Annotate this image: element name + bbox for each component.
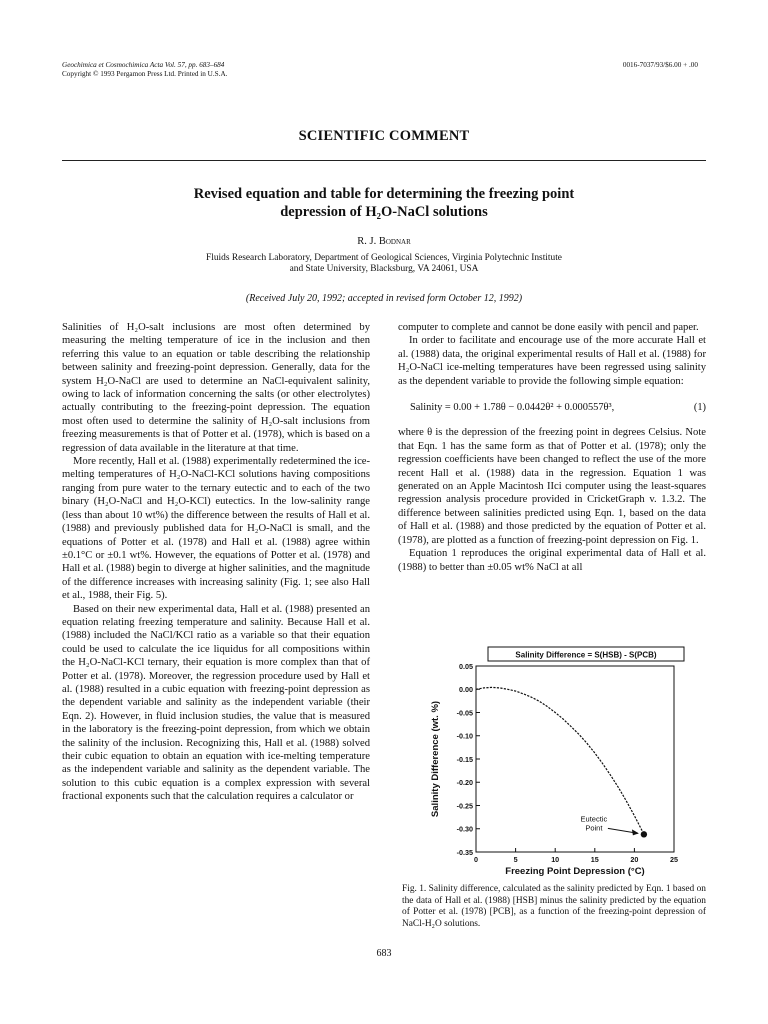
- figure-1-chart: [418, 640, 698, 880]
- chart-title: Salinity Difference = S(HSB) - S(PCB): [515, 650, 657, 660]
- x-tick-label: 25: [670, 855, 678, 864]
- paragraph-continuation: computer to complete and cannot be done easily with pencil and paper.: [398, 322, 699, 333]
- figure-1-caption-text: Fig. 1. Salinity difference, calculated as the salinity predicted by Eqn. 1 based on the data of Hall et al. (1988) [HSB] minus the salinity predicted by the equation of Potter et al. (1978) [PCB], as a function of the freezing-point depression of NaCl-H₂O solutions.: [402, 884, 706, 929]
- x-tick-label: 5: [513, 855, 518, 864]
- affiliation: [0, 253, 768, 275]
- x-axis-label: Freezing Point Depression (°C): [505, 866, 645, 877]
- author-name: R. J. Bodnar: [357, 236, 411, 247]
- section-rule: [62, 160, 706, 161]
- x-tick-label: 15: [590, 855, 599, 864]
- paragraph-equation-background: Based on their new experimental data, Hall et al. (1988) presented an equation relating freezing temperature and salinity. Because Hall et al. (1988) included the NaCl/KCl ratio as a variable so that their equation could be used to calculate the ice liquidus for all compositions within the H₂O-NaCl-KCl ternary, their equation is more complex than that of Potter et al. (1978). Moreover, the regression procedure used by Hall et al. (1988) resulted in a cubic equation with freezing-point depression as the dependent variable and salinity as the independent variable (their Eqn. 2). However, in fluid inclusion studies, the value that is measured in the laboratory is the freezing-point depression, from which we obtain the salinity of the inclusion. Recognizing this, Hall et al. (1988) solved their cubic equation to obtain an equation with ice-melting temperature as the independent variable and salinity as the dependent variable. The solution to this cubic equation is a complex expression with several fractional exponents such that the calculation requires a calculator or: [62, 603, 370, 803]
- affiliation-line1: Fluids Research Laboratory, Department of Geological Sciences, Virginia Polytechnic Institute: [206, 253, 562, 263]
- affiliation-line2: and State University, Blacksburg, VA 24061, USA: [289, 264, 479, 274]
- eutectic-label-line2: Point: [585, 823, 603, 833]
- plot-frame: [476, 666, 674, 852]
- figure-1-caption: [402, 884, 706, 930]
- y-tick-label: -0.05: [456, 708, 473, 718]
- equation-number: (1): [693, 402, 706, 414]
- author: [0, 236, 768, 247]
- x-tick-label: 10: [551, 855, 560, 864]
- y-tick-label: -0.25: [456, 801, 473, 811]
- eutectic-label: Eutectic: [580, 814, 608, 824]
- article-title-line2: depression of H₂O-NaCl solutions: [280, 204, 488, 220]
- y-tick-label: -0.30: [456, 824, 473, 834]
- arrowhead-icon: [632, 829, 639, 835]
- article-title: [0, 185, 768, 221]
- journal-info: [62, 61, 227, 79]
- article-code: 0016-7037/93/$6.00 + .00: [622, 61, 698, 69]
- x-tick-label: 20: [630, 855, 639, 864]
- article-title-line1: Revised equation and table for determining the freezing point: [193, 186, 575, 202]
- y-axis-label: Salinity Difference (wt. %): [430, 700, 441, 818]
- copyright-line: Copyright © 1993 Pergamon Press Ltd. Printed in U.S.A.: [62, 70, 228, 78]
- journal-citation: Geochimica et Cosmochimica Acta Vol. 57, pp. 683–684: [62, 61, 225, 69]
- right-column: [398, 321, 706, 574]
- paragraph-definition: where θ is the depression of the freezing point in degrees Celsius. Note that Eqn. 1 has the same form as that of Potter et al. (1978); only the regression coefficients have been changed to reflect the use of the more recent Hall et al. (1988) data in the regression. Equation 1 was generated on an Apple Macintosh IIci computer using the least-squares regression analysis procedure provided in CricketGraph v. 1.3.2. The difference between salinities predicted using Eqn. 1, based on the data of Hall et al. (1988) and those predicted by the equation of Potter et al. (1978), are plotted as a function of freezing-point depression on Fig. 1.: [398, 427, 706, 546]
- section-title: SCIENTIFIC COMMENT: [298, 128, 470, 144]
- paragraph-hall: More recently, Hall et al. (1988) experimentally redetermined the ice-melting temperatures of H₂O-NaCl-KCl solutions having compositions ranging from pure water to the ternary eutectic and to each of the two binary (H₂O-NaCl and H₂O-KCl) eutectics. In the low-salinity range (less than about 10 wt%) the difference between the results of Hall et al. (1988) and previously published data for H₂O-NaCl is small, and the equations of Potter et al. (1978) and Hall et al. (1988) agree within ±0.1°C or ±0.1 wt%. However, the equations of Potter et al. (1978) and Hall et al. (1988) begin to diverge at higher salinities, and the magnitude of the difference increases with increasing salinity (Fig. 1; see also Hall et al., 1988, their Fig. 5).: [62, 456, 370, 602]
- paragraph-intro: Salinities of H₂O-salt inclusions are most often determined by measuring the melting temperature of ice in the inclusion and then referring this value to an equation or table describing the relationship between salinity and freezing-point depression. Generally, data for the system H₂O-NaCl are used to determine an NaCl-equivalent salinity, owing to lack of information concerning the salts (or other electrolytes) actually contributing to the freezing-point depression. The equation most often used to determine the salinity of H₂O-salt inclusions from freezing measurements is that of Potter et al. (1978), which is based on a regression of data available in the literature at that time.: [62, 322, 371, 454]
- received-dates: (Received July 20, 1992; accepted in revised form October 12, 1992): [245, 293, 523, 304]
- x-tick-label: 0: [474, 855, 478, 864]
- y-tick-label: 0.05: [459, 661, 473, 671]
- y-tick-label: -0.35: [456, 847, 473, 857]
- left-column: [62, 321, 370, 804]
- paragraph-purpose: In order to facilitate and encourage use of the more accurate Hall et al. (1988) data, the original experimental results of Hall et al. (1988) for H₂O-NaCl ice-melting temperatures have been regressed using salinity as the dependent variable to provide the following simple equation:: [398, 335, 706, 387]
- page-number: 683: [376, 948, 392, 959]
- equation-1: [410, 401, 706, 414]
- paragraph-accuracy: Equation 1 reproduces the original experimental data of Hall et al. (1988) to better than ±0.05 wt% NaCl at all: [398, 548, 706, 573]
- y-tick-label: -0.10: [456, 731, 473, 741]
- x-ticks: [474, 848, 678, 864]
- y-tick-label: 0.00: [459, 685, 473, 695]
- y-tick-label: -0.20: [456, 778, 473, 788]
- eutectic-point-marker: [641, 831, 647, 837]
- equation-text: Salinity = 0.00 + 1.78θ − 0.0442θ² + 0.000557θ³,: [410, 402, 615, 414]
- salinity-difference-curve: [476, 687, 644, 834]
- y-tick-label: -0.15: [456, 754, 473, 764]
